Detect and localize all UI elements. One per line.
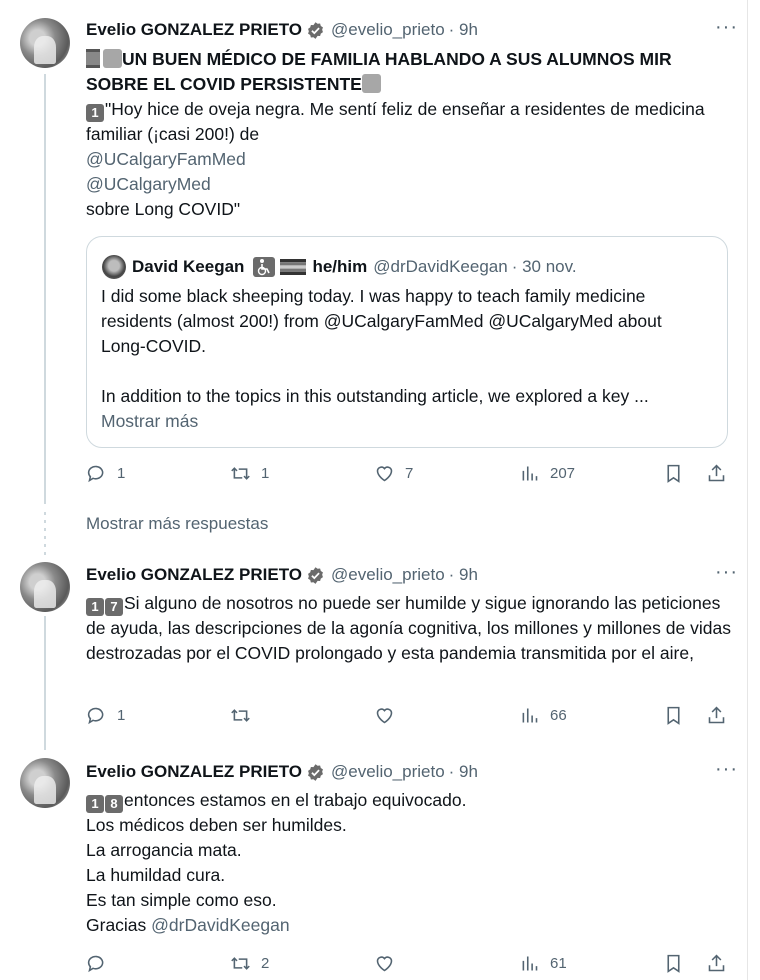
reply-count: 1 bbox=[117, 707, 126, 724]
share-icon bbox=[706, 705, 727, 726]
tweet-header bbox=[86, 760, 738, 784]
share-button[interactable] bbox=[706, 463, 737, 484]
repost-count: 1 bbox=[261, 465, 270, 482]
like-button[interactable] bbox=[374, 953, 405, 974]
mention-link[interactable]: @UCalgaryMed bbox=[86, 174, 211, 194]
quote-handle: @drDavidKeegan bbox=[373, 257, 508, 276]
views-button[interactable] bbox=[519, 705, 567, 726]
reply-button[interactable] bbox=[86, 463, 125, 484]
share-icon bbox=[706, 463, 727, 484]
emoji-box-icon bbox=[103, 49, 122, 68]
emoji-box-icon bbox=[362, 74, 381, 93]
quote-header bbox=[102, 255, 577, 279]
bookmark-icon bbox=[663, 463, 684, 484]
verified-badge-icon bbox=[306, 763, 325, 782]
share-button[interactable] bbox=[706, 705, 737, 726]
quote-text bbox=[101, 284, 701, 434]
mention-link[interactable]: @UCalgaryFamMed bbox=[86, 149, 246, 169]
thread-dots bbox=[44, 512, 46, 560]
author-handle[interactable]: @evelio_prieto bbox=[331, 762, 445, 781]
tweet-line: sobre Long COVID" bbox=[86, 199, 241, 219]
reply-count: 1 bbox=[117, 465, 126, 482]
thread-line bbox=[44, 616, 46, 750]
tweet-header bbox=[86, 18, 738, 42]
more-options-icon[interactable]: ··· bbox=[715, 758, 738, 780]
author-name[interactable]: Evelio GONZALEZ PRIETO bbox=[86, 20, 302, 39]
tweet-body: Si alguno de nosotros no puede ser humilde y sigue ignorando las peticiones de ayuda, las descripciones de la agonía cognitiva, los millones y millones de vidas destrozadas por el COVID prolongado y esta pandemia transmitida por el aire, bbox=[86, 593, 731, 663]
tweet-line: Es tan simple como eso. bbox=[86, 890, 277, 910]
bookmark-button[interactable] bbox=[663, 463, 694, 484]
reply-icon bbox=[86, 463, 107, 484]
author-handle[interactable]: @evelio_prieto bbox=[331, 565, 445, 584]
thread-line bbox=[44, 74, 46, 504]
heart-icon bbox=[374, 705, 395, 726]
thread-spool-icon bbox=[86, 49, 100, 68]
heart-icon bbox=[374, 953, 395, 974]
reply-button[interactable] bbox=[86, 953, 117, 974]
views-icon bbox=[519, 705, 540, 726]
like-button[interactable] bbox=[374, 463, 413, 484]
reply-icon bbox=[86, 953, 107, 974]
tweet-text bbox=[86, 47, 738, 222]
quote-paragraph: In addition to the topics in this outstanding article, we explored a key ... bbox=[101, 386, 649, 406]
repost-count: 2 bbox=[261, 955, 270, 972]
tweet-actions bbox=[86, 463, 728, 489]
reply-button[interactable] bbox=[86, 705, 125, 726]
like-count: 7 bbox=[405, 465, 414, 482]
bookmark-button[interactable] bbox=[663, 705, 694, 726]
share-icon bbox=[706, 953, 727, 974]
author-handle[interactable]: @evelio_prieto bbox=[331, 20, 445, 39]
tweet-actions bbox=[86, 705, 728, 731]
bookmark-icon bbox=[663, 705, 684, 726]
view-count: 61 bbox=[550, 955, 567, 972]
author-name[interactable]: Evelio GONZALEZ PRIETO bbox=[86, 762, 302, 781]
heart-icon bbox=[374, 463, 395, 484]
tweet-headline: UN BUEN MÉDICO DE FAMILIA HABLANDO A SUS ALUMNOS MIR SOBRE EL COVID PERSISTENTE bbox=[86, 49, 672, 94]
flag-icon bbox=[280, 259, 306, 275]
views-icon bbox=[519, 463, 540, 484]
view-count: 207 bbox=[550, 465, 576, 482]
mention-link[interactable]: @drDavidKeegan bbox=[151, 915, 290, 935]
quote-show-more-link[interactable]: Mostrar más bbox=[101, 411, 199, 431]
repost-icon bbox=[230, 705, 251, 726]
like-button[interactable] bbox=[374, 705, 405, 726]
show-more-replies-link[interactable]: Mostrar más respuestas bbox=[86, 514, 269, 533]
views-button[interactable] bbox=[519, 953, 567, 974]
tweet-2[interactable] bbox=[86, 563, 738, 666]
timeline-border bbox=[747, 0, 748, 980]
tweet-1[interactable] bbox=[86, 18, 738, 222]
tweet-line: Los médicos deben ser humildes. bbox=[86, 815, 347, 835]
tweet-line: "Hoy hice de oveja negra. Me sentí feliz de enseñar a residentes de medicina familiar (¡casi 200!) de bbox=[86, 99, 705, 144]
quote-paragraph: I did some black sheeping today. I was happy to teach family medicine residents (almost 200!) from @UCalgaryFamMed @UCalgaryMed about Long-COVID. bbox=[101, 286, 662, 356]
reply-icon bbox=[86, 705, 107, 726]
tweet-line: La humildad cura. bbox=[86, 865, 226, 885]
avatar[interactable] bbox=[20, 562, 70, 612]
avatar[interactable] bbox=[20, 758, 70, 808]
author-name[interactable]: Evelio GONZALEZ PRIETO bbox=[86, 565, 302, 584]
tweet-line: Gracias bbox=[86, 915, 147, 935]
tweet-text bbox=[86, 591, 738, 666]
keycap-number-icon: 1 bbox=[86, 795, 104, 813]
tweet-actions bbox=[86, 953, 728, 979]
view-count: 66 bbox=[550, 707, 567, 724]
tweet-line: entonces estamos en el trabajo equivocado. bbox=[124, 790, 467, 810]
repost-button[interactable] bbox=[230, 463, 269, 484]
tweet-3[interactable] bbox=[86, 760, 738, 938]
keycap-number-icon: 1 bbox=[86, 104, 104, 122]
repost-icon bbox=[230, 463, 251, 484]
tweet-line: La arrogancia mata. bbox=[86, 840, 242, 860]
keycap-number-icon: 8 bbox=[105, 795, 123, 813]
tweet-text bbox=[86, 788, 738, 938]
views-icon bbox=[519, 953, 540, 974]
quote-avatar bbox=[102, 255, 126, 279]
tweet-time[interactable]: · 9h bbox=[448, 20, 478, 39]
keycap-number-icon: 1 bbox=[86, 598, 104, 616]
more-options-icon[interactable]: ··· bbox=[715, 561, 738, 583]
views-button[interactable] bbox=[519, 463, 575, 484]
avatar[interactable] bbox=[20, 18, 70, 68]
verified-badge-icon bbox=[306, 566, 325, 585]
wheelchair-icon bbox=[252, 257, 276, 277]
more-options-icon[interactable]: ··· bbox=[715, 16, 738, 38]
tweet-header bbox=[86, 563, 738, 587]
share-button[interactable] bbox=[706, 953, 737, 974]
keycap-number-icon: 7 bbox=[105, 598, 123, 616]
quote-author-name: David Keegan bbox=[132, 257, 245, 276]
tweet-time[interactable]: · 9h bbox=[448, 762, 478, 781]
quote-time: · 30 nov. bbox=[511, 257, 577, 276]
bookmark-icon bbox=[663, 953, 684, 974]
bookmark-button[interactable] bbox=[663, 953, 694, 974]
repost-button[interactable] bbox=[230, 953, 269, 974]
repost-icon bbox=[230, 953, 251, 974]
quote-pronouns: he/him bbox=[312, 257, 368, 276]
verified-badge-icon bbox=[306, 21, 325, 40]
repost-button[interactable] bbox=[230, 705, 261, 726]
tweet-time[interactable]: · 9h bbox=[448, 565, 478, 584]
